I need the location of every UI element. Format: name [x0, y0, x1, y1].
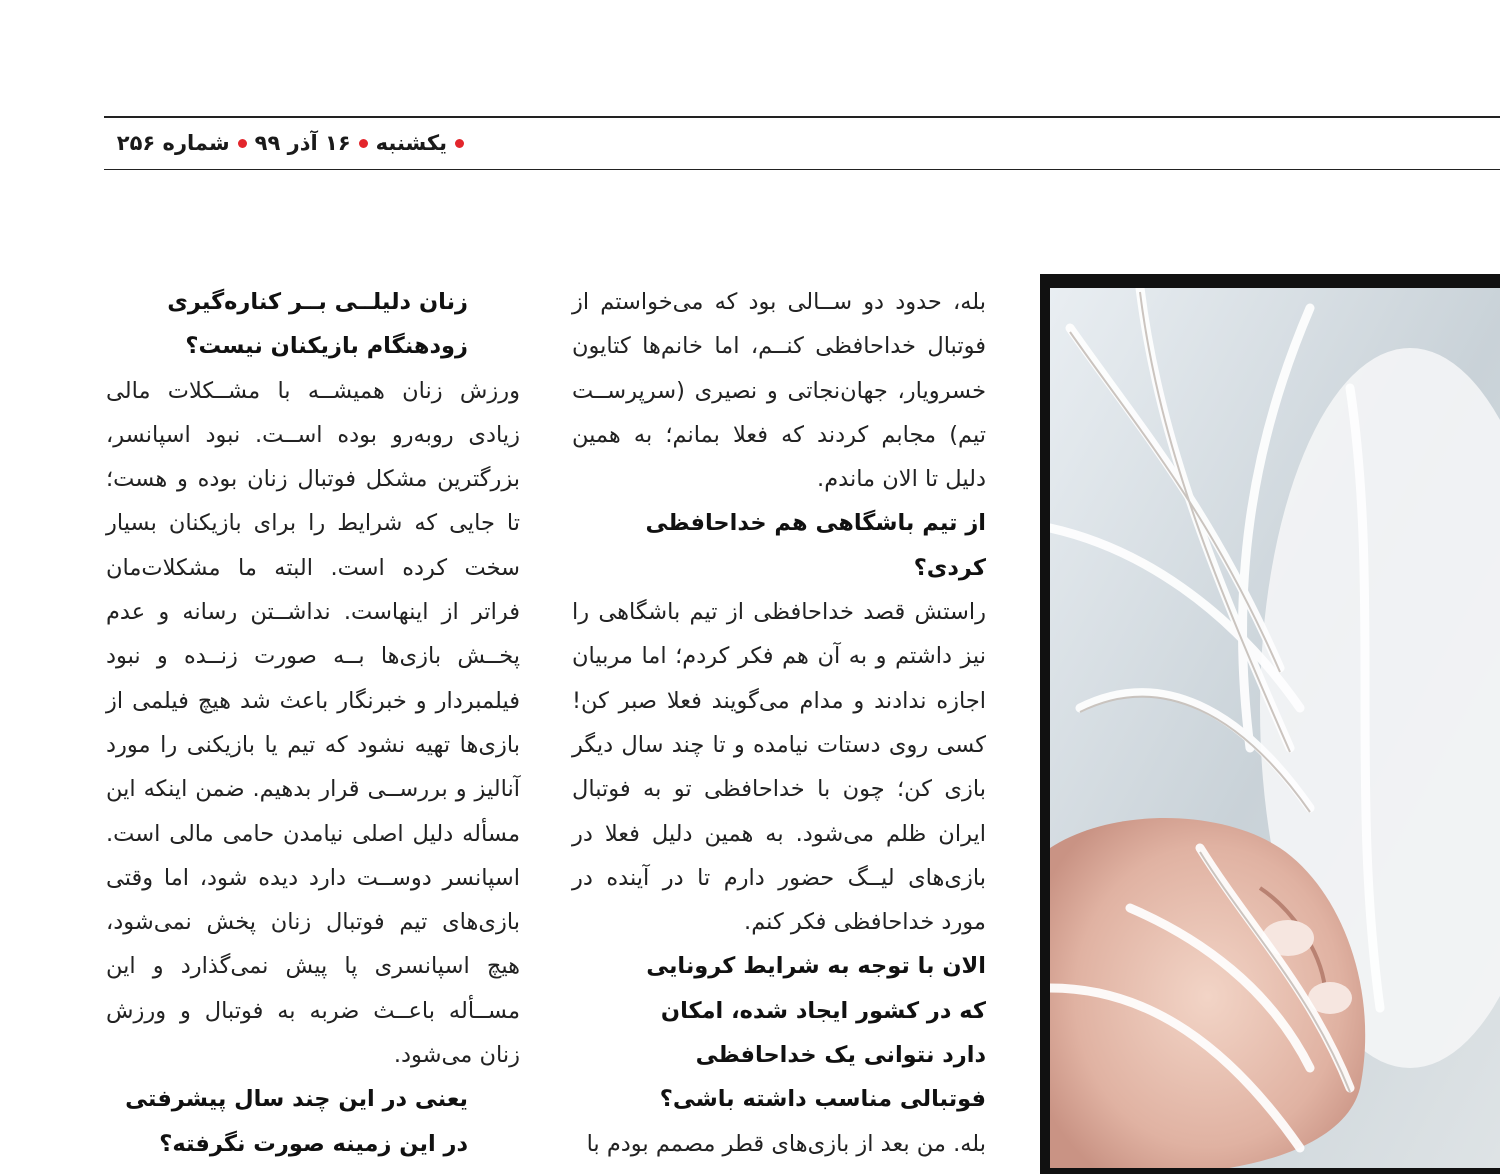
article-column-left [106, 280, 520, 1166]
article-column-middle [572, 280, 986, 1166]
answer-paragraph: ورزش زنان همیشــه با مشــکلات مالی زیادی روبه‌رو بوده اســت. نبود اسپانسر، بزرگترین مشکل فوتبال زنان بوده و هست؛ تا جایی که شرایط را برای بازیکنان بسیار سخت کرده است. البته ما مشکلات‌مان فراتر از اینهاست. نداشــتن رسانه و عدم پخــش بازی‌ها بــه صورت زنــده و نبود فیلمبردار و خبرنگار باعث شد هیچ فیلمی از بازی‌ها تهیه نشود که تیم یا بازیکنی را مورد آنالیز و بررســی قرار بدهیم. ضمن اینکه این مسأله دلیل اصلی نیامدن حامی مالی است. اسپانسر دوســت دارد دیده شود، اما وقتی بازی‌های تیم فوتبال زنان پخش نمی‌شود، هیچ اسپانسری پا پیش نمی‌گذارد و این مســأله باعــث ضربه به فوتبال و ورزش زنان می‌شود. [106, 377, 520, 1069]
answer-paragraph: بله، حدود دو ســالی بود که می‌خواستم از فوتبال خداحافظی کنــم، اما خانم‌ها کتایون خسرویار، جهان‌نجاتی و نصیری (سرپرســت تیم) مجابم کردند که فعلا بمانم؛ به همین دلیل تا الان ماندم. [572, 289, 986, 493]
header-issue-number: شماره ۲۵۶ [116, 131, 230, 155]
issue-header [104, 126, 464, 160]
interview-question: زنان دلیلــی بــر کناره‌گیری زودهنگام بازیکنان نیست؟ [167, 289, 468, 360]
interview-question: یعنی در این چند سال پیشرفتی در این زمینه صورت نگرفته؟ [125, 1086, 468, 1157]
interview-question: از تیم باشگاهی هم خداحافظی کردی؟ [645, 510, 986, 581]
interview-question: الان با توجه به شرایط کرونایی که در کشور ایجاد شده، امکان دارد نتوانی یک خداحافظی فوتبالی مناسب داشته باشی؟ [646, 953, 986, 1113]
header-day: یکشنبه [375, 131, 447, 155]
header-bullet [238, 139, 247, 148]
header-bottom-rule [104, 169, 1500, 170]
header-date: ۱۶ آذر ۹۹ [254, 131, 351, 155]
answer-paragraph: بله. من بعد از بازی‌های قطر مصمم بودم با [586, 1130, 986, 1157]
header-top-rule [104, 116, 1500, 118]
answer-paragraph: راستش قصد خداحافظی از تیم باشگاهی را نیز داشتم و به آن هم فکر کردم؛ اما مربیان اجازه ندادند و مدام می‌گویند فعلا صبر کن! کسی روی دستات نیامده و تا چند سال دیگر بازی کن؛ چون با خداحافظی تو به فوتبال ایران ظلم می‌شود. به همین دلیل فعلا در بازی‌های لیــگ حضور دارم تا در آینده در مورد خداحافظی فکر کنم. [572, 599, 986, 936]
goal-net-hand-image [1050, 288, 1500, 1168]
header-bullet [455, 139, 464, 148]
header-bullet [359, 139, 368, 148]
article-photo [1040, 274, 1500, 1174]
